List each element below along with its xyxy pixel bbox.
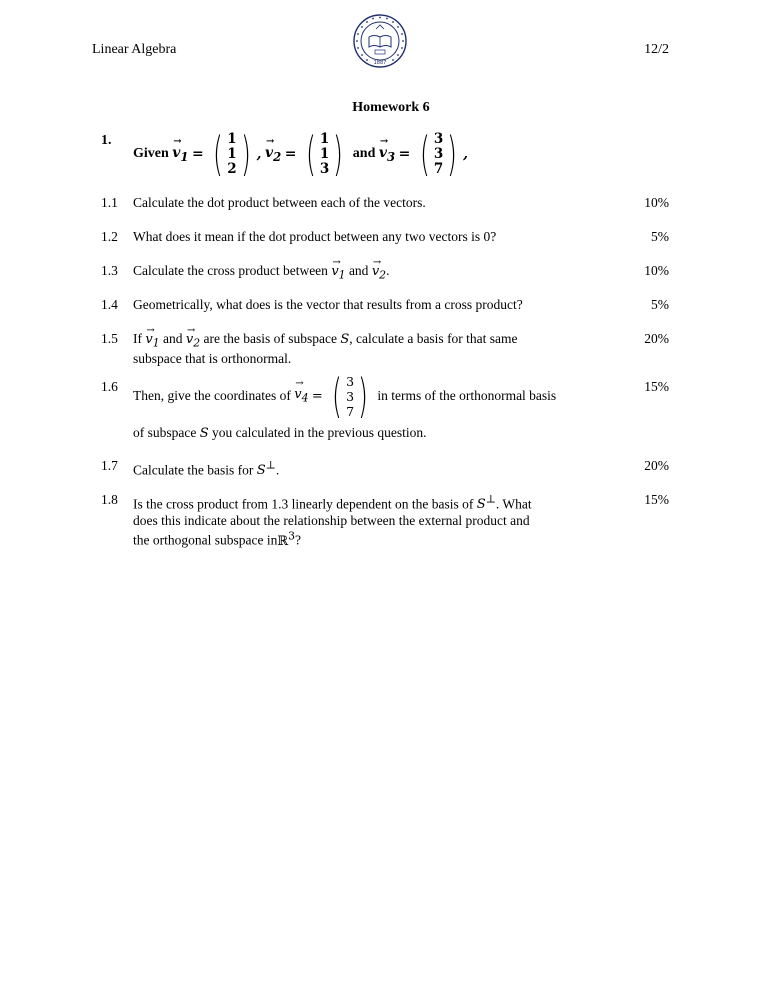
subspace-symbol: S [340,332,350,347]
text-segment: . What [495,496,532,512]
equals-sign: = [398,146,411,162]
given-label: Given [133,146,169,161]
problem-number: 1. [101,133,112,148]
v3-component: 3 [433,145,444,162]
page-title: Homework 6 [352,100,430,115]
question-text [133,369,557,423]
v1-component: 1 [227,145,237,162]
question-weight: 5% [651,229,669,244]
vector-v1-matrix: ( 1 1 2 ) [213,127,251,181]
v1-component: 1 [227,130,237,147]
real-numbers-symbol: ℝ$^3$ [277,529,296,549]
question-text: Geometrically, what does is the vector that results from a cross product? [133,297,523,312]
question-weight: 20% [644,458,669,473]
question-weight: 10% [644,195,669,210]
text-segment: . [386,263,390,278]
text-segment: you calculated in the previous question. [212,425,427,440]
vector-v4-matrix: ( 3 3 7 ) [332,369,368,423]
subspace-symbol: S [199,426,209,441]
text-segment: of subspace [133,425,197,440]
v2-component: 1 [319,130,330,147]
and-label: and [352,146,376,161]
vector-v1-symbol: → $v_1$ [145,325,160,350]
question-weight: 20% [644,331,669,346]
text-segment: subspace that is orthonormal. [133,351,292,367]
v2-component: 3 [319,160,330,177]
text-segment: and [348,263,369,278]
vector-v1-symbol: → $v_1$ [331,257,346,282]
question-number: 1.5 [101,331,118,346]
question-text [133,257,603,283]
question-text: Calculate the dot product between each of the vectors. [133,195,426,210]
text-segment: Is the cross product from 1.3 linearly dependent on the basis of [133,496,474,512]
question-number: 1.2 [101,229,118,244]
vector-v1-symbol: → $v_1$ [172,135,189,164]
question-text [133,325,603,367]
vector-v3-matrix: ( 3 3 7 ) [419,127,458,181]
vector-v2-symbol: → $v_2$ [264,135,282,164]
question-weight: 15% [644,492,669,507]
question-text [133,458,603,479]
text-segment: . [275,462,280,478]
question-number: 1.8 [101,492,118,507]
v3-component: 7 [433,160,444,177]
equals-sign: = [311,388,323,404]
v4-component: 3 [346,373,355,389]
s-perp-symbol: S⊥ [476,493,496,513]
problem-statement [133,127,469,181]
vector-v2-symbol: → $v_2$ [185,325,201,350]
header-date: 12/2 [644,42,669,57]
university-seal-logo [352,13,408,69]
equals-sign: = [192,146,204,162]
text-segment: does this indicate about the relationship between the external product and [133,512,530,528]
text-segment: , calculate a basis for that same [349,331,518,346]
equals-sign: = [284,146,297,162]
question-weight: 15% [644,379,669,394]
svg-text:1887: 1887 [373,60,387,66]
text-segment: in terms of the orthonormal basis [377,388,557,403]
v2-component: 1 [319,145,330,162]
vector-v2-symbol: → $v_2$ [371,257,387,282]
header-course-title: Linear Algebra [92,42,177,57]
question-weight: 10% [644,263,669,278]
question-number: 1.7 [101,458,118,473]
vector-v4-symbol: → $v_4$ [294,378,309,405]
seal-graphic [352,13,408,69]
question-number: 1.4 [101,297,118,312]
question-text-continued [133,425,426,441]
text-segment: and [163,331,183,346]
v4-component: 7 [346,403,355,419]
text-segment: the orthogonal subspace in [133,532,278,548]
question-number: 1.3 [101,263,118,278]
comma: , [463,146,469,162]
comma: , [256,146,262,162]
v1-component: 2 [227,160,237,177]
text-segment: Calculate the basis for [133,462,254,478]
text-segment: Calculate the cross product between [133,263,328,278]
vector-v2-matrix: ( 1 1 3 ) [306,127,344,181]
text-segment: ? [295,532,302,548]
text-segment: If [133,331,142,346]
question-number: 1.6 [101,379,118,394]
text-segment: are the basis of subspace [203,331,337,346]
question-number: 1.1 [101,195,118,210]
question-text: What does it mean if the dot product between any two vectors is 0? [133,229,497,244]
v4-component: 3 [346,388,355,404]
question-text [133,492,603,549]
s-perp-symbol: S⊥ [256,459,276,479]
v3-component: 3 [433,130,444,147]
text-segment: Then, give the coordinates of [133,388,291,403]
question-weight: 5% [651,297,669,312]
vector-v3-symbol: → $v_3$ [378,135,396,164]
